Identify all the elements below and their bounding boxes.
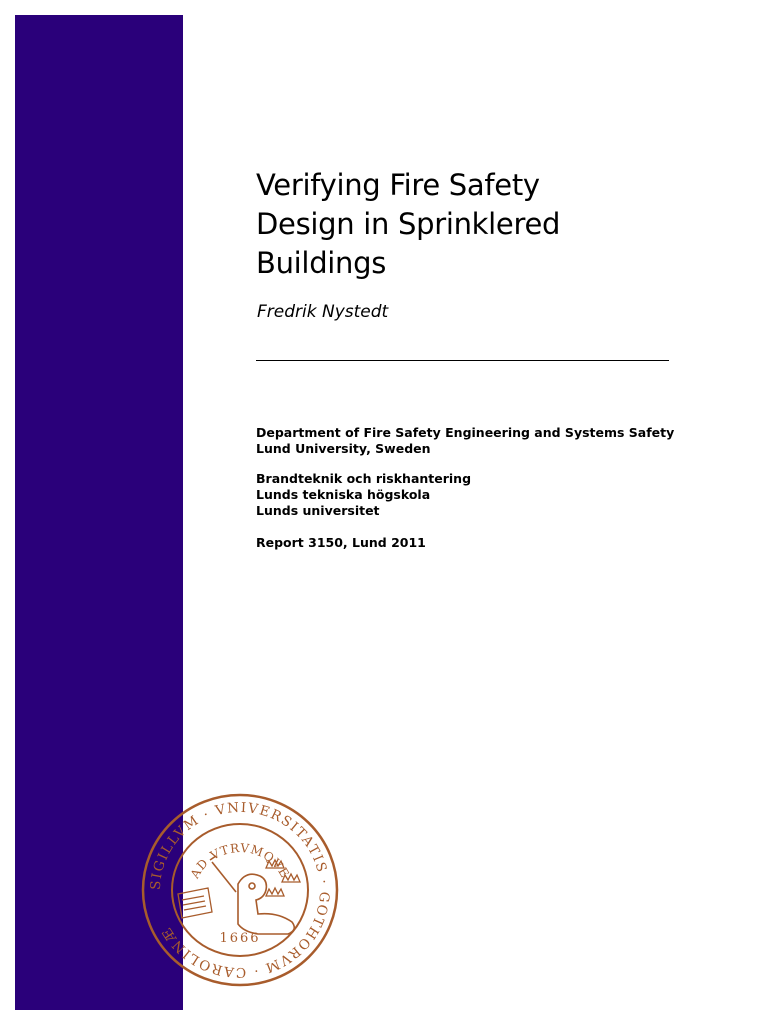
seal-graphic <box>140 792 340 988</box>
report-number: Report 3150, Lund 2011 <box>256 535 426 550</box>
department-block <box>256 425 674 457</box>
author-name: Fredrik Nystedt <box>257 302 389 322</box>
seal-year: 1666 <box>219 931 261 946</box>
seal-inner-text: AD VTRVMQVE <box>187 840 293 881</box>
university-seal-icon <box>140 792 340 988</box>
swedish-department: Brandteknik och riskhantering <box>256 471 472 486</box>
title-line-2: Design in Sprinklered <box>256 207 561 241</box>
seal-book-icon <box>178 888 212 918</box>
swedish-university: Lunds universitet <box>256 503 380 518</box>
divider-rule <box>256 360 669 361</box>
university-name: Lund University, Sweden <box>256 441 431 456</box>
report-title <box>256 166 696 283</box>
title-line-1: Verifying Fire Safety <box>256 168 540 202</box>
swedish-faculty: Lunds tekniska högskola <box>256 487 431 502</box>
seal-outer-text: SIGILLVM · VNIVERSITATIS · GOTHORVM · CAROLINÆ <box>147 799 333 981</box>
department-name: Department of Fire Safety Engineering and Systems Safety <box>256 425 675 440</box>
title-line-3: Buildings <box>256 246 387 280</box>
swedish-affiliation-block <box>256 471 471 519</box>
